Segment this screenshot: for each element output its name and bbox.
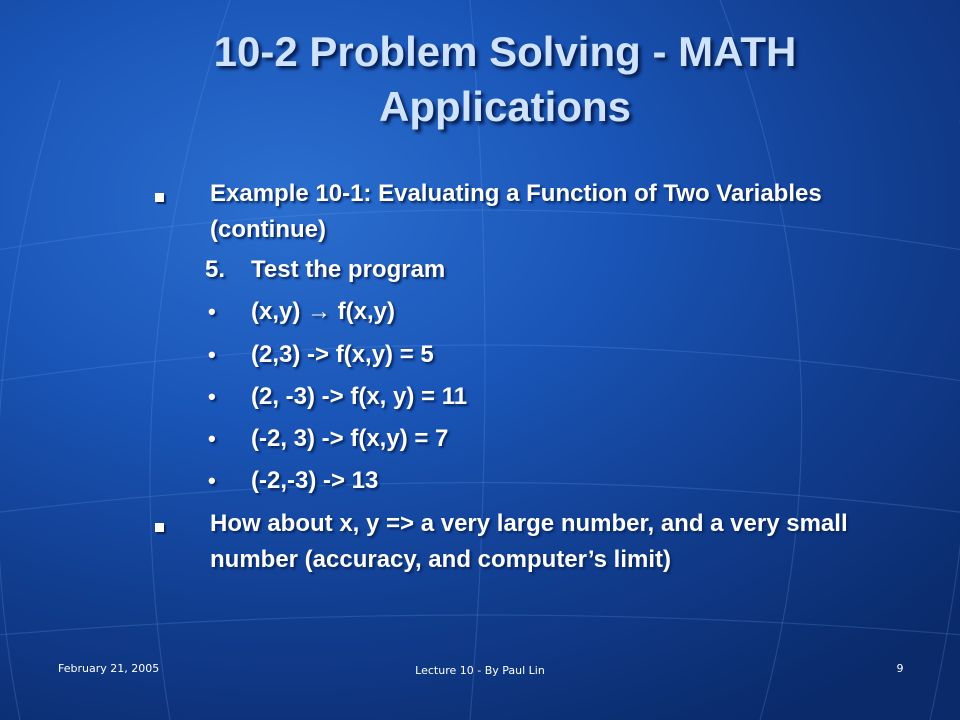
dot-bullet: • [208,468,216,493]
slide-title: 10-2 Problem Solving - MATH Applications [213,28,797,130]
sub-item-text: (-2,-3) -> 13 [251,467,379,494]
square-bullet-icon [155,523,164,532]
footer-date: February 21, 2005 [58,662,160,675]
slide-number: 9 [896,662,904,675]
dot-bullet: • [208,299,216,324]
step-number: 5. [205,256,226,283]
footer-lecture: Lecture 10 - By Paul Lin [415,664,545,677]
sub-item-text: (x,y) → f(x,y) [251,298,396,325]
sub-item-text: (2,3) -> f(x,y) = 5 [251,341,434,368]
square-bullet-icon [155,193,164,202]
dot-bullet: • [208,384,216,409]
step-text: Test the program [251,256,446,283]
sub-item-text: (-2, 3) -> f(x,y) = 7 [251,425,449,452]
dot-bullet: • [208,426,216,451]
bullet-text: How about x, y => a very large number, and a very small number (accuracy, and computer’s limit) [210,510,848,573]
bullet-text: Example 10-1: Evaluating a Function of Two Variables (continue) [210,180,822,243]
dot-bullet: • [208,342,216,367]
sub-item-text: (2, -3) -> f(x, y) = 11 [251,383,468,410]
